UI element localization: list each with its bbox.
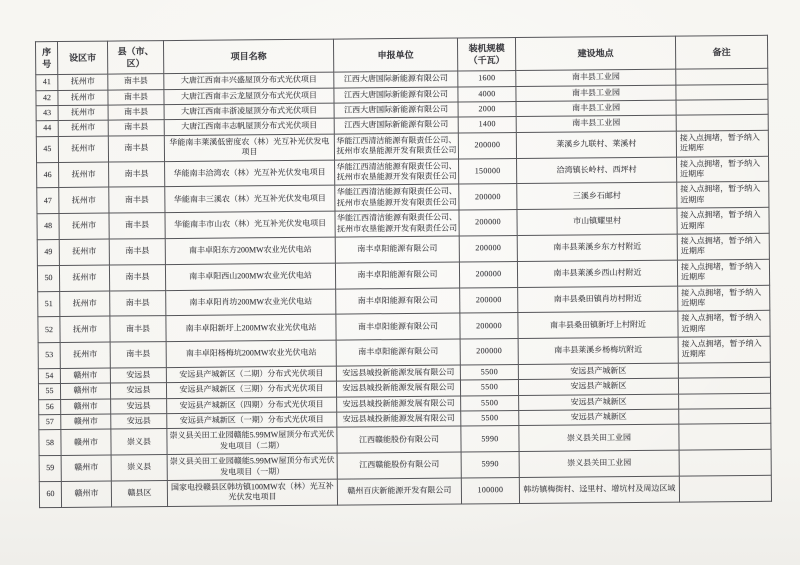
cell-location: 南丰县桑田镇新圩上村附近 (518, 311, 678, 338)
cell-county: 南丰县 (110, 342, 166, 368)
column-header-capacity: 装机规模 （千瓦） (457, 38, 515, 72)
cell-project: 华能南丰市山农（林）光互补光伏发电项目 (165, 211, 335, 238)
column-header-location: 建设地点 (515, 36, 675, 71)
cell-city: 赣州市 (61, 481, 111, 507)
column-header-project: 项目名称 (163, 39, 333, 74)
cell-project: 南丰卓阳新圩上200MW农业光伏电站 (166, 314, 336, 341)
cell-capacity: 5500 (460, 364, 518, 380)
table-row (39, 475, 771, 507)
cell-location: 安远县产城新区 (518, 363, 678, 380)
cell-remark (676, 69, 768, 85)
cell-capacity: 200000 (459, 184, 517, 210)
cell-project: 南丰卓阳东方200MW农业光伏电站 (165, 237, 335, 264)
cell-project: 崇义县关田工业园赣能5.99MW屋顶分布式光伏发电项目（一期） (167, 453, 337, 480)
cell-project: 华能南丰三溪农（林）光互补光伏发电项目 (165, 185, 335, 212)
cell-seq: 57 (39, 415, 61, 431)
cell-county: 南丰县 (110, 316, 166, 342)
cell-location: 南丰县工业园 (516, 85, 676, 102)
cell-applicant: 江西大唐国际新能源有限公司 (334, 71, 458, 87)
cell-seq: 58 (39, 430, 61, 456)
cell-project: 大唐江西南丰云龙屋顶分布式光伏项目 (164, 88, 334, 105)
cell-county: 安远县 (110, 367, 166, 383)
cell-county: 安远县 (111, 398, 167, 414)
cell-applicant: 江西赣能股份有限公司 (337, 452, 461, 479)
cell-city: 抚州市 (58, 90, 108, 106)
cell-seq: 49 (37, 239, 59, 265)
cell-capacity: 5500 (460, 380, 518, 396)
table-body (36, 69, 772, 508)
cell-remark (678, 378, 770, 394)
cell-applicant: 江西大唐国际新能源有限公司 (334, 87, 458, 103)
cell-remark: 接入点拥堵，暂予纳入近期库 (677, 182, 769, 209)
cell-seq: 60 (39, 481, 61, 507)
cell-city: 抚州市 (59, 187, 109, 213)
cell-location: 崇义县关田工业园 (519, 425, 679, 452)
cell-seq: 56 (39, 399, 61, 415)
cell-city: 抚州市 (60, 342, 110, 368)
cell-county: 南丰县 (109, 239, 165, 265)
cell-location: 安远县产城新区 (519, 394, 679, 411)
cell-project: 南丰卓阳西山200MW农业光伏电站 (165, 263, 335, 290)
cell-applicant: 华能江西清洁能源有限责任公司、抚州市农垦能源开发有限责任公司 (335, 184, 459, 211)
cell-location: 安远县产城新区 (518, 378, 678, 395)
cell-seq: 45 (36, 136, 58, 162)
cell-location: 韩坊镇梅街村、迳里村、增坑村及周边区域 (519, 476, 679, 503)
cell-county: 南丰县 (108, 135, 164, 161)
cell-county: 南丰县 (109, 264, 165, 290)
cell-city: 抚州市 (58, 105, 108, 121)
cell-seq: 46 (37, 162, 59, 188)
cell-city: 抚州市 (60, 291, 110, 317)
cell-seq: 44 (36, 121, 58, 137)
cell-county: 安远县 (111, 414, 167, 430)
cell-project: 大唐江西南丰兴盛屋顶分布式光伏项目 (164, 72, 334, 89)
cell-applicant: 安远县城投新能源发展有限公司 (336, 365, 460, 381)
cell-remark: 接入点拥堵，暂予纳入近期库 (678, 311, 770, 338)
cell-remark: 接入点拥堵，暂予纳入近期库 (678, 336, 770, 363)
cell-applicant: 江西大唐国际新能源有限公司 (334, 102, 458, 118)
cell-applicant: 南丰卓阳能源有限公司 (336, 288, 460, 315)
cell-location: 南丰县莱溪乡杨梅坑附近 (518, 337, 678, 364)
cell-project: 南丰卓阳肖坊200MW农业光伏电站 (166, 289, 336, 316)
cell-project: 大唐江西南丰浙凌屋顶分布式光伏项目 (164, 103, 334, 120)
column-header-county: 县（市、 区） (107, 41, 163, 75)
cell-location: 安远县产城新区 (519, 409, 679, 426)
cell-city: 抚州市 (58, 121, 108, 137)
cell-remark (676, 115, 768, 131)
cell-applicant: 安远县城投新能源发展有限公司 (337, 396, 461, 412)
cell-location: 莱溪乡九联村、莱溪村 (516, 131, 676, 158)
cell-applicant: 华能江西清洁能源有限责任公司、抚州市农垦能源开发有限责任公司 (334, 133, 458, 160)
cell-project: 安远县产城新区（三期）分布式光伏项目 (166, 381, 336, 398)
cell-project: 安远县产城新区（二期）分布式光伏项目 (166, 366, 336, 383)
cell-remark (679, 408, 771, 424)
cell-seq: 53 (38, 343, 60, 369)
cell-county: 南丰县 (108, 74, 164, 90)
cell-applicant: 安远县城投新能源发展有限公司 (337, 411, 461, 427)
cell-city: 赣州市 (61, 399, 111, 415)
cell-applicant: 安远县城投新能源发展有限公司 (336, 380, 460, 396)
cell-capacity: 200000 (458, 132, 516, 158)
cell-seq: 59 (39, 456, 61, 482)
cell-capacity: 4000 (458, 86, 516, 102)
cell-county: 南丰县 (108, 120, 164, 136)
cell-city: 赣州市 (61, 414, 111, 430)
cell-capacity: 100000 (461, 477, 519, 503)
cell-capacity: 200000 (459, 210, 517, 236)
cell-capacity: 5990 (461, 452, 519, 478)
cell-location: 南丰县工业园 (516, 69, 676, 86)
cell-applicant: 南丰卓阳能源有限公司 (335, 236, 459, 263)
cell-seq: 41 (36, 75, 58, 91)
cell-location: 南丰县莱溪乡西山村附近 (517, 260, 677, 287)
cell-location: 洽湾镇长岭村、西坪村 (517, 157, 677, 184)
cell-seq: 42 (36, 90, 58, 106)
cell-capacity: 5500 (461, 395, 519, 411)
cell-location: 南丰县工业园 (516, 116, 676, 133)
cell-seq: 48 (37, 214, 59, 240)
cell-capacity: 200000 (459, 235, 517, 261)
cell-city: 抚州市 (59, 239, 109, 265)
cell-capacity: 1600 (458, 71, 516, 87)
cell-location: 崇义县关田工业园 (519, 450, 679, 477)
cell-project: 安远县产城新区（一期）分布式光伏项目 (167, 412, 337, 429)
cell-seq: 50 (37, 265, 59, 291)
cell-location: 三溪乡石邮村 (517, 183, 677, 210)
cell-remark: 接入点拥堵，暂予纳入近期库 (677, 233, 769, 260)
cell-city: 抚州市 (59, 162, 109, 188)
cell-county: 崇义县 (111, 429, 167, 455)
cell-applicant: 南丰卓阳能源有限公司 (336, 313, 460, 340)
cell-county: 南丰县 (109, 213, 165, 239)
cell-project: 国家电投赣县区韩坊镇100MW农（林）光互补光伏发电项目 (167, 479, 337, 506)
cell-remark (679, 475, 771, 502)
cell-applicant: 南丰卓阳能源有限公司 (336, 339, 460, 366)
cell-capacity: 5500 (461, 411, 519, 427)
cell-city: 抚州市 (60, 316, 110, 342)
cell-capacity: 5990 (461, 426, 519, 452)
cell-city: 赣州市 (61, 455, 111, 481)
cell-capacity: 2000 (458, 102, 516, 118)
cell-project: 大唐江西南丰志帆屋顶分布式光伏项目 (164, 119, 334, 136)
column-header-seq: 序 号 (35, 42, 57, 75)
cell-capacity: 200000 (460, 313, 518, 339)
cell-remark (679, 393, 771, 409)
cell-location: 南丰县桑田镇肖坊村附近 (518, 286, 678, 313)
column-header-applicant: 申报单位 (333, 38, 457, 72)
cell-capacity: 200000 (460, 287, 518, 313)
cell-seq: 43 (36, 106, 58, 122)
cell-seq: 54 (38, 368, 60, 384)
cell-remark: 接入点拥堵，暂予纳入近期库 (677, 207, 769, 234)
cell-county: 赣县区 (111, 481, 167, 507)
cell-remark: 接入点拥堵，暂予纳入近期库 (676, 130, 768, 157)
cell-applicant: 赣州百庆新能源开发有限公司 (337, 478, 461, 505)
cell-seq: 52 (38, 317, 60, 343)
cell-city: 赣州市 (61, 429, 111, 455)
cell-location: 市山镇耀里村 (517, 208, 677, 235)
cell-remark: 接入点拥堵，暂予纳入近期库 (677, 156, 769, 183)
cell-applicant: 华能江西清洁能源有限责任公司、抚州市农垦能源开发有限责任公司 (335, 159, 459, 186)
cell-capacity: 1400 (458, 117, 516, 133)
cell-city: 赣州市 (60, 383, 110, 399)
cell-project: 南丰卓阳杨梅坑200MW农业光伏电站 (166, 340, 336, 367)
cell-remark: 接入点拥堵，暂予纳入近期库 (677, 259, 769, 286)
cell-applicant: 南丰卓阳能源有限公司 (335, 262, 459, 289)
cell-seq: 51 (38, 291, 60, 317)
cell-county: 安远县 (110, 383, 166, 399)
cell-seq: 47 (37, 188, 59, 214)
cell-capacity: 200000 (459, 261, 517, 287)
cell-remark (676, 84, 768, 100)
cell-seq: 55 (38, 384, 60, 400)
cell-remark (678, 362, 770, 378)
cell-city: 抚州市 (58, 136, 108, 162)
cell-remark (676, 99, 768, 115)
cell-applicant: 江西大唐国际新能源有限公司 (334, 117, 458, 133)
cell-project: 安远县产城新区（四期）分布式光伏项目 (167, 397, 337, 414)
cell-county: 南丰县 (109, 161, 165, 187)
cell-county: 崇义县 (111, 455, 167, 481)
cell-location: 南丰县莱溪乡东方村附近 (517, 234, 677, 261)
cell-remark (679, 450, 771, 477)
cell-city: 抚州市 (59, 265, 109, 291)
cell-county: 南丰县 (108, 89, 164, 105)
cell-capacity: 200000 (460, 339, 518, 365)
cell-applicant: 华能江西清洁能源有限责任公司、抚州市农垦能源开发有限责任公司 (335, 210, 459, 237)
cell-county: 南丰县 (110, 290, 166, 316)
cell-remark: 接入点拥堵，暂予纳入近期库 (678, 285, 770, 312)
cell-city: 赣州市 (60, 368, 110, 384)
cell-county: 南丰县 (109, 187, 165, 213)
cell-project: 华能南丰洽湾农（林）光互补光伏发电项目 (165, 160, 335, 187)
cell-remark (679, 424, 771, 451)
document-table-region (35, 35, 771, 508)
cell-project: 崇义县关田工业园赣能5.99MW屋顶分布式光伏发电项目（二期） (167, 428, 337, 455)
cell-county: 南丰县 (108, 105, 164, 121)
cell-project: 华能南丰莱溪低密度农（林）光互补光伏发电项目 (164, 134, 334, 161)
cell-city: 抚州市 (59, 213, 109, 239)
cell-city: 抚州市 (58, 74, 108, 90)
cell-location: 南丰县工业园 (516, 100, 676, 117)
pv-project-table (35, 35, 772, 508)
cell-capacity: 150000 (459, 158, 517, 184)
column-header-city: 设区市 (57, 41, 107, 75)
cell-applicant: 江西赣能股份有限公司 (337, 426, 461, 453)
column-header-remark: 备注 (675, 35, 767, 69)
